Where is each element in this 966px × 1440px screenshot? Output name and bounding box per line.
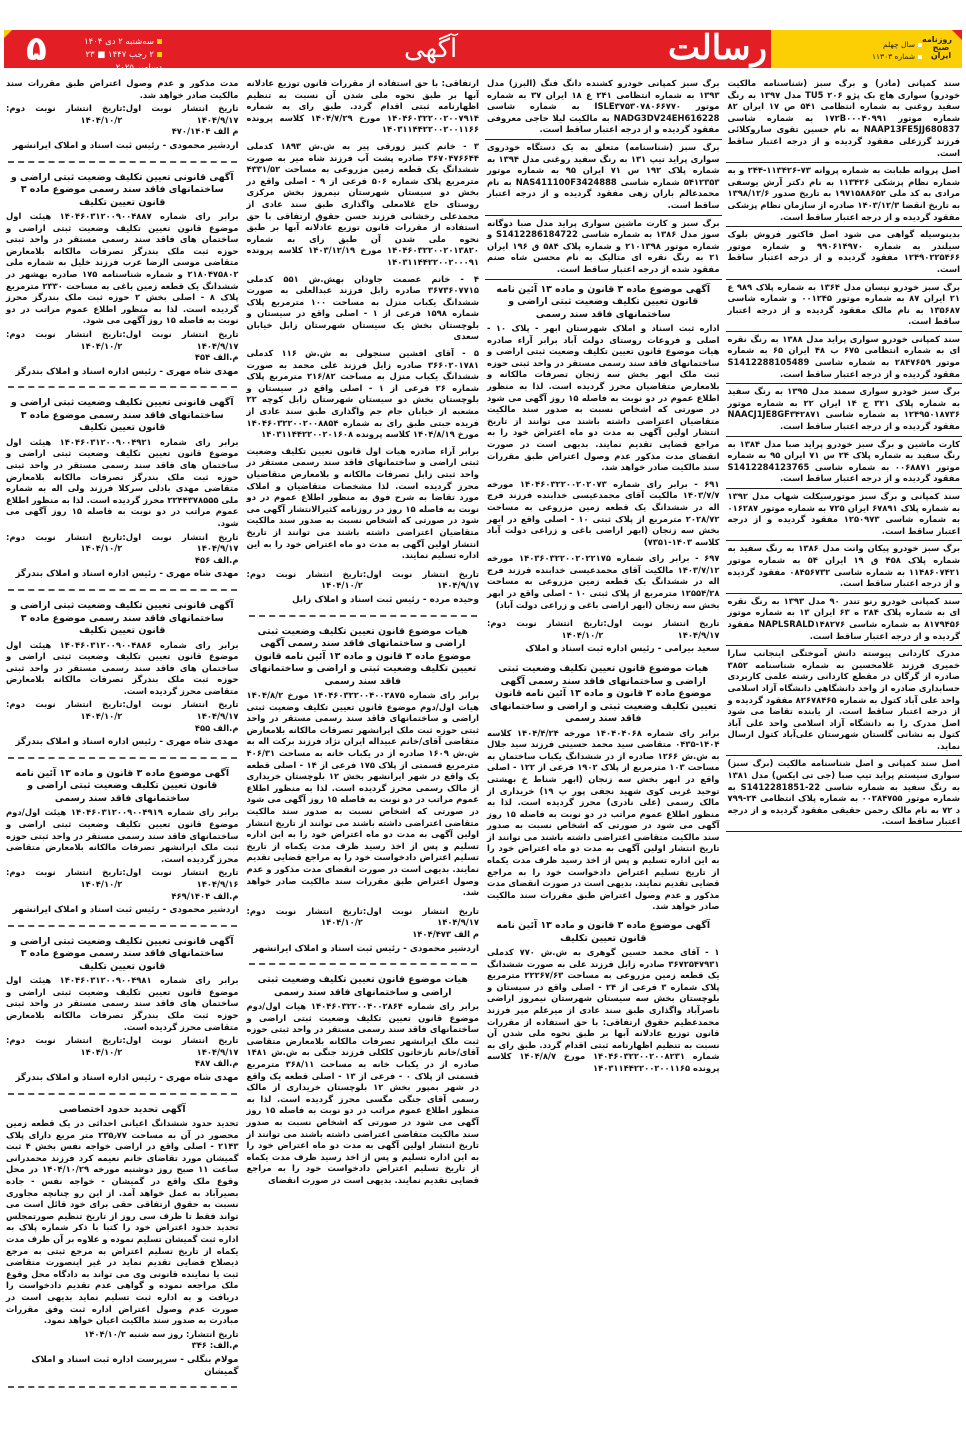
date-persian: سه‌شنبه ۲ دی ۱۴۰۴ [84,37,154,47]
notice [245,622,482,902]
notice [726,227,963,279]
signature: اردشیر محمودی - رئیس ثبت اسناد و املاک ایرانشهر [12,140,239,151]
notice-body: برگ سبز خودرو نیسان مدل ۱۳۶۴ به شماره پلاک ۹۸۹ ع ۲۱ ایران ۸۷ به شماره موتور ۰۰۱۲۴۵ و شماره شاسی ۱۳۵۶۸۷ به نام مالک مفقود گردیده و از درجه اعتبار ساقط است. [727,281,961,327]
date-hijri-gregorian: ۲ رجب ۱۴۴۷ ■ ۲۳ دسامبر ۲۰۲۵ [85,50,162,73]
notice [245,346,482,444]
notice-body: برابر رای شماره ۱۴۰۴۶۰۳۱۲۰۰۹۰۰۴۹۲۱ هیئت اول موضوع قانون تعیین تکلیف وضعیت ثبتی اراضی و ساختمان های فاقد سند رسمی مستقر در واحد ثبتی حوزه ثبت ملک بندرگز تصرفات مالکانه بلامعارض متقاضی مهدی بادلی سرکلا فرزند ولی اله به شماره ملی ۲۲۴۴۳۷۸۵۵۵ محرز گردیده است. لذا به منظور اطلاع عموم مراتب در دو نوبت به فاصله ۱۵ روز آگهی می شود. [6,436,239,529]
notice-title: آگهی موضوع ماده ۳ قانون و ماده ۱۳ آئین نامه قانون تعیین تکلیف [496,920,711,944]
signature: مولام بنگلی - سرپرست اداره ثبت اسناد و املاک گمیشان [31,1354,239,1377]
first-publication-date: تاریخ انتشار: روز سه شنبه ۱۴۰۴/۱۰/۲ [84,1328,239,1339]
notice [726,163,963,227]
notice-body: کارت ماشین و برگ سبز خودرو پراید صبا مدل ۱۳۸۴ به رنگ سفید به شماره پلاک ۲۴ س ۷۱ ایران ۹۵ به شماره موتور ۰۰۶۸۸۷۱ به شماره شاسی S1412284123765 مفقود گردیده و از درجه اعتبار ساقط است. [727,438,961,484]
signature: اردشیر محمودی - رئیس ثبت اسناد و املاک ایرانشهر [253,943,479,954]
notice [4,1100,241,1382]
notice-body: ارتفاقی: با حق استفاده از مقررات قانون توزیع عادلانه آبها بر طبق نحوه ملی شدن آن نسبت به تنظیم اظهارنامه ثبتی اقدام گردد. طبق رای به شماره ۱۴۰۴۶۰۳۲۲۰۰۲۰۰۷۹۱۴ مورخ ۱۴۰۴/۷/۲۹ کلاسه پرونده ۱۴۰۳۱۱۴۴۲۲۰۰۲۰۰۱۱۶۶ [246,78,479,135]
notice [485,551,722,614]
signature: مهدی شاه مهری - رئیس اداره اسناد و املاک بندرگز [15,737,239,748]
notice [245,444,482,565]
reference-number: م.الف ۴۵۶ [194,554,239,565]
masthead [4,28,962,73]
notice-body: برابر رای شماره ۱۴۰۴۰۴۰۶۸ مورخه ۱۴۰۴/۴/۲۴ کلاسه ۱۴۰۴-۰۴۳۵ متقاضی سید محمد حسینی فرزند سید جلال به ش.ش ۱۲۶۶ صادره از در ششدانگ یکباب ساختمان به مساحت ۱۰۳ مترمربع از پلاک ۱۹۰۲ فرعی از ۱۲۲ - اصلی واقع در ابهر بخش سه زنجان (ابهر شناط خ بهشتی توحید غربی کوی شهید نجفی پور پ ۱۹) خریداری از مالک رسمی (علی نادری) محرز گردیده است. لذا به منظور اطلاع عموم مراتب در دو نوبت به فاصله ۱۵ روز آگهی می شود در صورتی که اشخاص نسبت به صدور سند مالکیت متقاضی اعتراضی داشته باشند می توانند از تاریخ انتشار اولین آگهی به مدت دو ماه اعتراض خود را به این اداره تسلیم و پس از اخذ رسید ظرف مدت یکماه از تاریخ تسلیم اعتراض دادخواست خود را به مراجع قضایی تقدیم نمایند. بدیهی است در صورت انقضای مدت مذکور و عدم وصول اعتراض طبق مقررات سند مالکیت صادر خواهد شد. [487,727,720,912]
masthead-red-band [4,28,771,73]
second-publication-date: تاریخ انتشار نوبت دوم: ۱۴۰۴/۱۰/۲ [6,867,123,889]
second-publication-date: تاریخ انتشار نوبت دوم: ۱۴۰۴/۱۰/۲ [487,618,604,640]
second-publication-date: تاریخ انتشار نوبت دوم: ۱۴۰۴/۱۰/۲ [6,699,123,722]
publication-dates [487,618,720,641]
publication-dates [6,329,239,352]
reference-number: م.الف ۴۸۷ [194,1058,239,1069]
notice [726,76,963,163]
dashed-separator [8,161,237,163]
notice [4,596,241,752]
notice-body: مدرک کاردانی پیوسته دانش آموختگی اینجانب سارا خمیری فرزند غلامحسین به شماره شناسنامه ۳۸۵۲ صادره از گرگان در مقطع کاردانی رشته علمی کاربردی حسابداری صادره از واحد دانشگاهی دانشگاه آزاد اسلامی واحد علی آباد کتول به شماره ۸۲۶۷۸۴۶۵ مفقود گردیده و از درجه اعتبار ساقط است. از یابنده تقاضا می شود اصل مدرک را به دانشگاه آزاد اسلامی واحد علی آباد کتول به نشانی گلستان شهرستان علی‌آباد کتول ارسال نماید. [727,648,961,751]
bullet-square-icon [157,52,162,57]
publication-dates [6,1035,239,1058]
second-publication-date: تاریخ انتشار نوبت دوم: ۱۴۰۴/۱۰/۲ [6,531,123,554]
bullet-square-icon [918,43,922,47]
second-publication-date: تاریخ انتشار نوبت دوم: ۱۴۰۴/۱۰/۲ [6,103,123,125]
notice [245,76,482,139]
notice [726,332,963,384]
first-publication-date: تاریخ انتشار نوبت اول: ۱۴۰۴/۹/۱۶ [122,867,239,889]
notice-body: بدینوسیله گواهی می شود اصل فاکتور فروش بلوک سیلندر به شماره ۹۹۰۶۱۴۹۷۰ و شماره موتور ۱۲۴۹۰۲۲۵۴۶۶ مفقود گردیده و از درجه اعتبار ساقط است. [727,229,960,274]
section-title: آگهی [404,34,458,64]
notice [485,140,722,216]
notice [4,168,241,382]
notice-body: برابر رای شماره ۱۴۰۴۶۰۳۱۲۰۰۹۰۰۴۹۸۱ هیئت اول موضوع قانون تعیین تکلیف وضعیت ثبتی اراضی و ساختمان های فاقد سند رسمی مستقر در واحد ثبتی حوزه ثبت ملک بندرگز تصرفات مالکانه بلامعارض متقاضی محرز گردیده است. [6,975,239,1032]
signature: مهدی شاه مهری - رئیس اداره اسناد و املاک بندرگز [15,366,239,377]
notice [485,916,722,1078]
signature: مهدی شاه مهری - رئیس اداره اسناد و املاک بندرگز [15,569,239,580]
first-publication-date: تاریخ انتشار نوبت اول: ۱۴۰۴/۹/۱۷ [122,1035,239,1057]
first-publication-date: تاریخ انتشار نوبت اول: ۱۴۰۴/۹/۱۷ [362,905,479,928]
notice [726,280,963,332]
first-publication-date: تاریخ انتشار نوبت اول: ۱۴۰۴/۹/۱۷ [122,531,239,554]
notice-body: سند کمپانی خودرو رنو تندر ۹۰ مدل ۱۳۹۳ به رنگ نقره ای به شماره پلاک ۲۸۴ ه ۶۳ ایران ۱۳ به شماره موتور ۸۱۷۹۴۵۶ به شماره شاسی NAPLSRALD۱۴۸۲۷۶ مفقود گردیده و از درجه اعتبار ساقط است. [727,595,960,641]
publication-dates [6,1329,239,1341]
notice [485,280,722,477]
notice-body: برگ سبز (شناسنامه) متعلق به یک دستگاه خودروی سواری پراید تیپ ۱۳۱ به رنگ سفید روغنی مدل ۱۳۹۴ به شماره پلاک ۱۹۲ س ۷۱ ایران ۹۵ به شماره موتور ۵۴۱۲۳۵۳ شماره شاسی NAS411100F3424888 به نام محمدعالم باران زهی مفقود گردیده و از درجه اعتبار ساقط است. [487,141,720,210]
notice-body: اداره ثبت اسناد و املاک شهرستان ابهر - پلاک ۱۰ - اصلی و فروعات روستای دولت آباد برابر آراء صادره هیات موضوع قانون تعیین تکلیف وضعیت ثبتی اراضی و ساختمانهای فاقد سند رسمی مستقر در واحد ثبتی حوزه ثبت ملک ابهر بخش سه زنجان تصرفات مالکانه و بلامعارض متقاضیان محرز گردیده است. لذا به منظور اطلاع عموم در دو نوبت به فاصله ۱۵ روز آگهی می شود در صورتی که اشخاص نسبت به صدور سند مالکیت متقاضیان اعتراضی داشته باشند می توانند از تاریخ انتشار اولین آگهی به مدت دو ماه اعتراض خود را به مراجع قضایی تقدیم نمایند. بدیهی است در صورت انقضای مدت مذکور عدم وصول اعتراض طبق مقررات سند مالکیت صادر خواهد شد. [487,323,720,473]
issue-info [872,39,922,63]
notice [726,646,963,756]
publication-dates [6,103,239,126]
notice-body: مدت مذکور و عدم وصول اعتراض طبق مقررات سند مالکیت صادر خواهد شد. [6,78,239,100]
notice [726,594,963,646]
notice-body: ۱ - آقای محمد حسین گوهری به ش.ش ۷۷۰ کدملی ۳۶۷۲۵۴۷۹۳۱ صادره زابل فرزند علی به صورت ششدانگ یک قطعه زمین مزروعی به مساحت ۲۲۲۶۷/۶۳ مترمربع پلاک شماره ۳ فرعی از ۲۴ - اصلی واقع در سیستان و بلوچستان بخش سه سیستان شهرستان نیمروز اراضی ناصرآباد واگذاری طبق سند عادی از میرعلم میر فرزند محمدعظیم حقوق ارتفاقی: با حق استفاده از مقررات قانون توزیع عادلانه آبها بر طبق نحوه ملی شدن آن نسبت به تنظیم اظهارنامه ثبتی اقدام گردد. طبق رای به شماره ۱۴۰۴۶۰۳۲۲۰۰۲۰۰۸۲۳۱ مورخ ۱۴۰۴/۸/۷ کلاسه پرونده ۱۴۰۳۱۱۴۴۲۲۰۰۲۰۰۱۱۶۵ [487,947,720,1073]
dashed-separator [8,925,237,927]
notice [245,565,482,610]
notice [245,902,482,958]
notice-body: برگ سبز خودرو سواری سمند مدل ۱۳۹۵ به رنگ سفید به شماره پلاک ۳۲۱ ج ۱۴ ایران ۲۲ به شماره موتور ۱۲۴۹۵۰۱۸۷۳۶ به شماره شاسی NAACJ1JE8GF۳۴۲۸۷۱ مفقود گردیده و از درجه اعتبار ساقط است. [727,386,961,432]
notice-title: هیات موضوع قانون تعیین تکلیف وضعیت ثبتی اراضی و ساختمانهای فاقد سند رسمی [257,974,468,998]
notice-title: آگهی قانونی تعیین تکلیف وضعیت ثبتی اراضی و ساختمانهای فاقد سند رسمی موضوع ماده ۳ قانون تعیین تکلیف [10,600,234,636]
dashed-separator [249,963,478,965]
notice [245,272,482,347]
notice [4,764,241,920]
notice [4,76,241,156]
notice-title: آگهی قانونی تعیین تکلیف وضعیت ثبتی اراضی و ساختمانهای فاقد سند رسمی موضوع ماده ۳ قانون تعیین تکلیف [10,171,234,208]
notice-title: آگهی قانونی تعیین تکلیف وضعیت ثبتی اراضی و ساختمانهای فاقد سند رسمی موضوع ماده ۳ قانون تعیین تکلیف [10,935,234,972]
notice-body: برگ سبز خودرو پیکان وانت مدل ۱۳۸۶ به رنگ سفید به شماره پلاک ۴۵۸ ق ۱۹ ایران ۵۴ به شماره موتور ۱۱۴۸۶۰۷۴۲۱ به شماره شاسی ۰۸۴۵۶۷۳۲ مفقود گردیده و از درجه اعتبار ساقط است. [727,543,960,589]
notice-body: اصل سند کمپانی و اصل شناسنامه مالکیت (برگ سبز) سواری سیستم پراید تیپ صبا (جی تی ایکس) مدل ۱۳۸۱ به رنگ سفید به شماره شاسی S1412281851-22 به شماره موتور ۰۰۲۸۴۷۵۵ به شماره پلاک انتظامی ۲۴-۷۹۹ د ۷۲ به نام مالک رحمن حقیقی مفقود گردیده و از درجه اعتبار ساقط است. [727,758,961,827]
notice [245,970,482,1190]
issue-dates [62,36,162,75]
publication-dates [6,867,239,890]
notice-body: برابر رای شماره ۱۴۰۴۶۰۳۱۲۰۰۹۰۰۴۸۸۶ هیئت اول موضوع قانون تعیین تکلیف وضعیت ثبتی اراضی و ساختمان های فاقد سند رسمی مستقر در واحد ثبتی حوزه ثبت ملک بندرگز تصرفات مالکانه بلامعارض متقاضی محرز گردیده است. [6,639,239,696]
page-number: ۵ [26,29,47,69]
notice [485,477,722,552]
notice [726,437,963,489]
notice [4,932,241,1088]
second-publication-date: تاریخ انتشار نوبت دوم: ۱۴۰۴/۱۰/۲ [6,329,123,351]
notice-body: ۳ - خانم کنیز زورقی پیر به ش.ش ۱۸۹۳ کدملی ۳۶۷۰۴۷۶۶۴۴ صادره پشت آب فرزند شاه میر به صورت ششدانگ یک قطعه زمین مزروعی به مساحت ۴۳۳۱/۵۲ مترمربع پلاک شماره ۵۰۶ فرعی از ۹ - اصلی واقع در بخش دو سیستان شهرستان نیمروز بخش مرکزی روستای حاج غلامعلی واگذاری طبق سند عادی از محمدعلی رخشانی فرزند حسن حقوق ارتفاقی با حق استفاده از مقررات قانون توزیع عادلانه آبها بر طبق نحوه ملی شدن آن طبق رای به شماره ۱۴۰۴۶۰۳۲۲۰۰۲۰۱۳۸۲۰ مورخ ۱۴۰۳/۱۲/۱۹ کلاسه پرونده ۱۴۰۳۱۱۴۴۲۲۰۰۲۰۰۰۹۱ [246,140,479,267]
notice-body: ۴ - خانم عصمت جاودان بهش.ش ۵۵۱ کدملی ۳۶۷۳۶۰۷۷۱۵ صادره زابل فرزند عبدالعلی به صورت ششدانگ یکباب منزل به مساحت ۱۰۰ مترمربع پلاک شماره ۱۵۹۸ فرعی از ۱ - اصلی واقع در سیستان و بلوچستان بخش یک سیستان شهرستان زابل خیابان سعدی [246,273,479,342]
notice-title: آگهی تحدید حدود اختصاصی [58,1103,186,1115]
dashed-separator [8,589,237,591]
notice [726,541,963,593]
notice-title: هیات موضوع قانون تعیین تکلیف وضعیت ثبتی اراضی و ساختمانهای فاقد سند رسمی آگهی موضوع ماده ۳ قانون و ماده ۱۳ آئین نامه قانون تعیین تکلیف وضعیت ثبتی و اراضی و ساختمانهای فاقد سند رسمی [489,663,717,725]
second-publication-date: تاریخ انتشار نوبت دوم: ۱۴۰۴/۱۰/۲ [6,1035,123,1057]
notice-body: سند کمپانی و برگ سبز موتورسیکلت شهاب مدل ۱۳۹۲ به شماره پلاک ۶۷۸۹۱ ایران ۷۲۵ به شماره موتور ۰۱۶۲۸۷ به شماره شاسی ۱۲۵۰۹۷۳ مفقود گردیده و از درجه اعتبار ساقط است. [727,491,961,536]
notice [726,756,963,832]
reference-number: م.الف ۴۵۵ [194,722,239,733]
first-publication-date: تاریخ انتشار نوبت اول: ۱۴۰۴/۹/۱۷ [122,699,239,722]
first-publication-date: تاریخ انتشار نوبت اول: ۱۴۰۴/۹/۱۷ [122,103,239,125]
second-publication-date: تاریخ انتشار نوبت دوم: ۱۴۰۴/۱۰/۲ [246,905,363,928]
ad-columns [4,76,962,1440]
notice-body: برگ سبز کمپانی خودرو کشنده دانگ فنگ (البرز) مدل ۱۳۹۳ به شماره انتظامی ۲۴۱ ع ۱۸ ایران ۳۷ به شماره موتور ISLE۳۷۵۳۰۷۸۰۶۶۷۷۰ به شماره شاسی NADG3DV24EH616228 به مالکیت لیلا حاجی معروفی مفقود گردیده و از درجه اعتبار ساقط است. [487,78,720,135]
year-label: سال چهلم [883,40,915,49]
first-publication-date: تاریخ انتشار نوبت اول: ۱۴۰۴/۹/۱۷ [362,568,479,591]
notice-body: برابر آراء صادره هیات اول قانون تعیین تکلیف وضعیت ثبتی اراضی و ساختمانهای فاقد سند رسمی مستقر در واحد ثبتی زابل تصرفات مالکانه و بلامعارض متقاضیان محرز گردیده است. لذا مشخصات متقاضیان و املاک مورد تقاضا به شرح فوق به منظور اطلاع عموم در دو نوبت به فاصله ۱۵ روز در روزنامه کثیرالانتشار آگهی می شود در صورتی که اشخاص نسبت به صدور سند مالکیت متقاضیان اعتراضی داشته باشند می توانند از تاریخ انتشار اولین آگهی به مدت دو ماه اعتراض خود را به این اداره تسلیم نمایند. [246,445,479,561]
column-lost-documents-and-abhar-notices [485,76,722,1440]
notice [485,216,722,280]
reference-number: م.الف: ۳۴۶ [191,1340,239,1351]
issue-number: شماره ۱۱۳۰۳ [872,52,915,61]
notice-title: آگهی قانونی تعیین تکلیف وضعیت ثبتی اراضی و ساختمانهای فاقد سند رسمی موضوع ماده ۳ قانون تعیین تکلیف [10,397,234,434]
notice-body: برگ سبز و کارت ماشین سواری پراید مدل صبا دوگانه سوز مدل ۱۳۸۶ به شماره شاسی S1412286184722 و شماره موتور ۲۱۰۱۳۹۸ و شماره پلاک ۵۸۴ ق ۱۹۶ ایران ۲۱ به رنگ نقره ای متالیک به نام محسن شاه صنم مفقود شده از درجه اعتبار ساقط است. [487,217,720,274]
notice-body: برابر رای شماره ۱۴۰۴۶۰۳۲۲۰۰۴۰۰۲۸۷۵ مورخ ۱۴۰۴/۸/۲ هیات اول/دوم موضوع قانون تعیین تکلیف وضعیت ثبتی اراضی و ساختمانهای فاقد سند رسمی مستقر در واحد ثبتی حوزه ثبت ملک ایرانشهر تصرفات مالکانه بلامعارض متقاضی آقای/خانم عبیداله ایران نژاد فرزند برکت اله به ش.ش ۱۶۰۹ صادره از در یکباب خانه به مساحت ۴۰۶/۳۱ مترمربع قسمتی از پلاک ۱۷۵ فرعی از ۱۴ - اصلی قطعه یک واقع در شهر ایرانشهر بخش ۱۲ بلوچستان خریداری از مالک رسمی محرز گردیده است. لذا به منظور اطلاع عموم مراتب در دو نوبت به فاصله ۱۵ روز آگهی می شود در صورتی که اشخاص نسبت به صدور سند مالکیت متقاضی اعتراضی داشته باشند می توانند از تاریخ انتشار اولین آگهی به مدت دو ماه اعتراض خود را به این اداره تسلیم و پس از اخذ رسید ظرف مدت یکماه از تاریخ تسلیم اعتراض دادخواست خود را به مراجع قضایی تقدیم نمایند. بدیهی است در صورت انقضای مدت مذکور و عدم وصول اعتراض طبق مقررات سند مالکیت صادر خواهد شد. [246,690,480,898]
masthead-yellow-band [771,30,962,68]
newspaper-logo: رسالت [667,28,767,68]
dashed-separator [8,1093,237,1095]
notice-body: سند کمپانی خودرو سواری پراید مدل ۱۳۸۸ به رنگ نقره ای به شماره انتظامی ۶۷۵ ب ۴۸ ایران ۶۵ به شماره موتور ۲۸۴۷۶۵۹ به شماره شاسی S1412288105489 مفقود گردیده و از درجه اعتبار ساقط است. [727,333,960,379]
column-bandar-gaz-gomishan-notices [4,76,241,1440]
notice-title: آگهی موضوع ماده ۳ قانون و ماده ۱۳ آئین نامه قانون تعیین تکلیف وضعیت ثبتی اراضی و ساختمانهای فاقد سند رسمی [496,283,711,320]
notice-body: برابر رای شماره ۱۴۰۴۶۰۳۱۲۰۰۹۰۰۴۹۱۹ هیئت اول/دوم موضوع قانون تعیین تکلیف وضعیت ثبتی اراضی و ساختمانهای فاقد سند رسمی مستقر در واحد ثبتی حوزه ثبت ملک ایرانشهر تصرفات مالکانه بلامعارض متقاضی محرز گردیده است. [6,807,239,864]
dashed-separator [249,615,478,617]
notice [485,76,722,140]
publication-dates [247,569,480,592]
reference-number: م الف ۴۷۰/۱۴۰۴ [171,126,239,137]
notice [726,384,963,436]
dashed-separator [8,757,237,759]
signature: سعید بیرامی - رئیس اداره ثبت اسناد و املاک [525,644,720,655]
signature: وحیده مرده - رئیس ثبت اسناد و املاک زابل [292,594,479,605]
dashed-separator [8,1386,237,1388]
publication-dates [6,699,239,722]
publication-dates [247,906,480,929]
notice-body: ۶۹۱ - برابر رای شماره ۱۴۰۴۶۰۳۲۲۰۰۲۰۲۰۷۳ مورخه ۱۴۰۳/۷/۷ مالکیت آقای محمدعیسی خدابنده فرزند فرج اله در ششدانگ یک قطعه زمین مزروعی به مساحت ۲۰۲۸/۷۲ مترمربع از پلاک ثبتی ۱۰ - اصلی واقع در ابهر بخش سه زنجان (ابهر اراضی باغی و زراعی دولت آباد کلاسه ۱۴۰۳-۷۳۵۱) [487,478,720,547]
notice [245,139,482,272]
notice-body: تحدید حدود ششدانگ اعیانی احداثی در یک قطعه زمین محصور در آن به مساحت ۲۳۵٫۷۷ متر مربع دارای پلاک ۲۱۴۳ - اصلی واقع در اراضی خواجه نفس بخش ۴ ثبت گمیشان مورد تقاضای خانم نعیمه کرد فرزند محمدرانی ساعت ۱۱ صبح روز دوشنبه مورخه ۱۴۰۴/۱۰/۲۹ در محل وقوع ملک واقع در گمیشان - خواجه نفس - جاده بصیرآباد به عمل خواهد آمد. از این رو چنانچه مجاوری نسبت به حقوق ارتفاقی حقی برای خود قائل است می تواند فقط تا ظرف سی روز از تاریخ تنظیم صورتمجلس تحدید حدود اعتراض خود را کتبا با ذکر شماره پلاک به اداره ثبت گمیشان تسلیم نموده و علاوه بر آن ظرف مدت یکماه از تاریخ تسلیم اعتراض به مرجع ثبتی به مرجع ذیصلاح قضایی تقدیم نماید در غیر اینصورت متقاضی ثبت یا نماینده قانونی وی می تواند به دادگاه محل وقوع ملک مراجعه نموده و گواهی عدم تقدیم دادخواست را دریافت و به اداره ثبت تسلیم نماید بدیهی است در صورت عدم وصول اعتراض اداره ثبت وفق مقررات مبادرت به صدور سند مالکیت اعیان خواهد نمود. [5,1118,239,1326]
signature: اردشیر محمودی - رئیس ثبت اسناد و املاک ایرانشهر [12,905,239,916]
notice [485,614,722,659]
bullet-square-icon [918,55,922,59]
first-publication-date: تاریخ انتشار نوبت اول: ۱۴۰۴/۹/۱۷ [603,618,720,640]
column-lost-documents [726,76,963,1440]
notice-title: هیات موضوع قانون تعیین تکلیف وضعیت ثبتی اراضی و ساختمانهای فاقد سند رسمی آگهی موضوع ماده ۳ قانون و ماده ۱۳ آئین نامه قانون تعیین تکلیف وضعیت ثبتی و اراضی و ساختمانهای فاقد سند رسمی [249,625,477,687]
signature: مهدی شاه مهری - رئیس اداره اسناد و املاک بندرگز [15,1072,239,1083]
column-zabol-iranshahr-notices [245,76,482,1440]
notice [726,489,963,541]
notice-body: سند کمپانی (مادر) و برگ سبز (شناسنامه مالکیت خودرو) سواری هاچ بک پژو ۲۰۶ TU5 مدل ۱۳۹۷ به رنگ سفید روغنی به شماره انتظامی ۵۴۱ ص ۱۷ ایران ۸۲ شماره موتور ۱۷۲B۰۰۰۴۰۹۹۱ به شماره شاسی NAAP13FE5JJ680837 به نام حسین تقوی ساروکلائی فرزند گرزعلی مفقود گردیده و از درجه اعتبار ساقط است. [727,78,960,158]
reference-number: م.الف ۴۵۴ [194,352,239,363]
first-publication-date: تاریخ انتشار نوبت اول: ۱۴۰۴/۹/۱۷ [122,329,239,351]
publication-dates [6,532,239,555]
dashed-separator [8,386,237,388]
bullet-square-icon [157,39,162,44]
notice-body: برابر رای شماره ۱۴۰۴۶۰۳۱۲۰۰۹۰۰۴۸۸۷ هیئت اول موضوع قانون تعیین تکلیف وضعیت ثبتی اراضی و ساختمان های فاقد سند رسمی مستقر در واحد ثبتی حوزه ثبت ملک بندرگز تصرفات مالکانه بلامعارض متقاضی موسی الرضا عرب فرزند خلیل به شماره ملی ۲۱۸۰۴۷۵۸۰۲ و شماره شناسنامه ۱۷۵ صادره بهشهر در ششدانگ یک قطعه زمین باغی به مساحت ۲۳۳۰ مترمربع پلاک ۸ - اصلی بخش ۲ حوزه ثبت ملک بندرگز محرز گردیده است. لذا به منظور اطلاع عموم مراتب در دو نوبت به فاصله ۱۵ روز آگهی می شود. [6,211,239,326]
notice-body: ۶۹۷ - برابر رای شماره ۱۴۰۳۶۰۳۲۲۰۰۲۰۲۲۱۷۵ مورخه ۱۴۰۳/۷/۱۲ مالکیت آقای محمدعیسی خدابنده فرزند فرج اله در ششدانگ یک قطعه زمین مزروعی به مساحت ۱۲۵۵۴/۲۸ مترمربع از پلاک ثبتی ۱۰ - اصلی واقع در ابهر بخش سه زنجان (ابهر اراضی باغی و زراعی دولت آباد) [487,553,720,610]
reference-number: م.الف ۴۶۹/۱۴۰۴ [171,890,239,901]
notice-body: برابر رای شماره ۱۴۰۴۶۰۳۲۲۰۰۴۰۰۲۸۶۴ هیات اول/دوم موضوع قانون تعیین تکلیف وضعیت ثبتی اراضی و ساختمانهای فاقد سند رسمی مستقر در واحد ثبتی حوزه ثبت ملک ایرانشهر تصرفات مالکانه بلامعارض متقاضی آقای/خانم نازخاتون کلکلی فرزند جنگی به ش.ش ۱۴۸۱ صادره از در یکباب خانه به مساحت ۳۶۸/۱۱ مترمربع قسمتی از پلاک ۰ - فرعی از ۱۳ - اصلی قطعه یک واقع در شهر بمپور بخش ۱۲ بلوچستان خریداری از مالک رسمی آقای جنگی مگسی محرز گردیده است. لذا به منظور اطلاع عموم مراتب در دو نوبت به فاصله ۱۵ روز آگهی می شود در صورتی که اشخاص نسبت به صدور سند مالکیت متقاضی اعتراضی داشته باشند می توانند از تاریخ انتشار اولین آگهی به مدت دو ماه اعتراض خود را به این اداره تسلیم و پس از اخذ رسید ظرف مدت یکماه از تاریخ تسلیم اعتراض دادخواست خود را به مراجع قضایی تقدیم نمایند. بدیهی است در صورت انقضای [246,1001,479,1185]
notice [485,659,722,916]
second-publication-date: تاریخ انتشار نوبت دوم: ۱۴۰۴/۱۰/۲ [246,568,363,591]
brand-tag: روزنامه صبح ایران [922,35,952,60]
notice [4,393,241,584]
notice-body: ۵ - آقای افشین سنجولی به ش.ش ۱۱۶ کدملی ۳۶۶۰۲۰۱۷۸۱ صادره زابل فرزند علی محمد به صورت ششدانگ یکباب منزل به مساحت ۲۱۶/۸۲ مترمربع پلاک شماره ۲۶ فرعی از ۱ - اصلی واقع در سیستان و بلوچستان بخش دو سیستان شهرستان زابل کوچه ۲۲ مشعبه از خیابان جام جم واگذاری طبق سند عادی از فریده جبتی طبق رای به شماره ۱۴۰۴۶۰۳۲۲۰۰۲۰۰۸۸۵۴ مورخ ۱۴۰۴/۸/۱۹ کلاسه پرونده ۱۴۰۳۱۱۴۴۲۲۰۰۲۰۱۶۰۸ [246,348,479,440]
reference-number: م الف ۱۴۰۴/۴۷۳ [412,928,479,939]
notice-title: آگهی موضوع ماده ۳ قانون و ماده ۱۳ آئین نامه قانون تعیین تکلیف وضعیت ثبتی اراضی و ساختمانهای فاقد سند رسمی [15,767,230,804]
notice-body: اصل پروانه طبابت به شماره پروانه ۷۳-۱۱۳۴۲۶-۲۴۴ و به شماره نظام پزشکی ۱۱۳۴۲۶ به نام دکتر آرش یوسفی مرادی به کد ملی ۱۹۷۱۵۸۸۶۵۲ به تاریخ صدور ۱۳۹۸/۱۲/۶ به تاریخ انقضا ۱۴۰۳/۱۲/۳ صادره از سازمان نظام پزشکی مفقود گردیده و از درجه اعتبار ساقط است. [727,165,960,222]
